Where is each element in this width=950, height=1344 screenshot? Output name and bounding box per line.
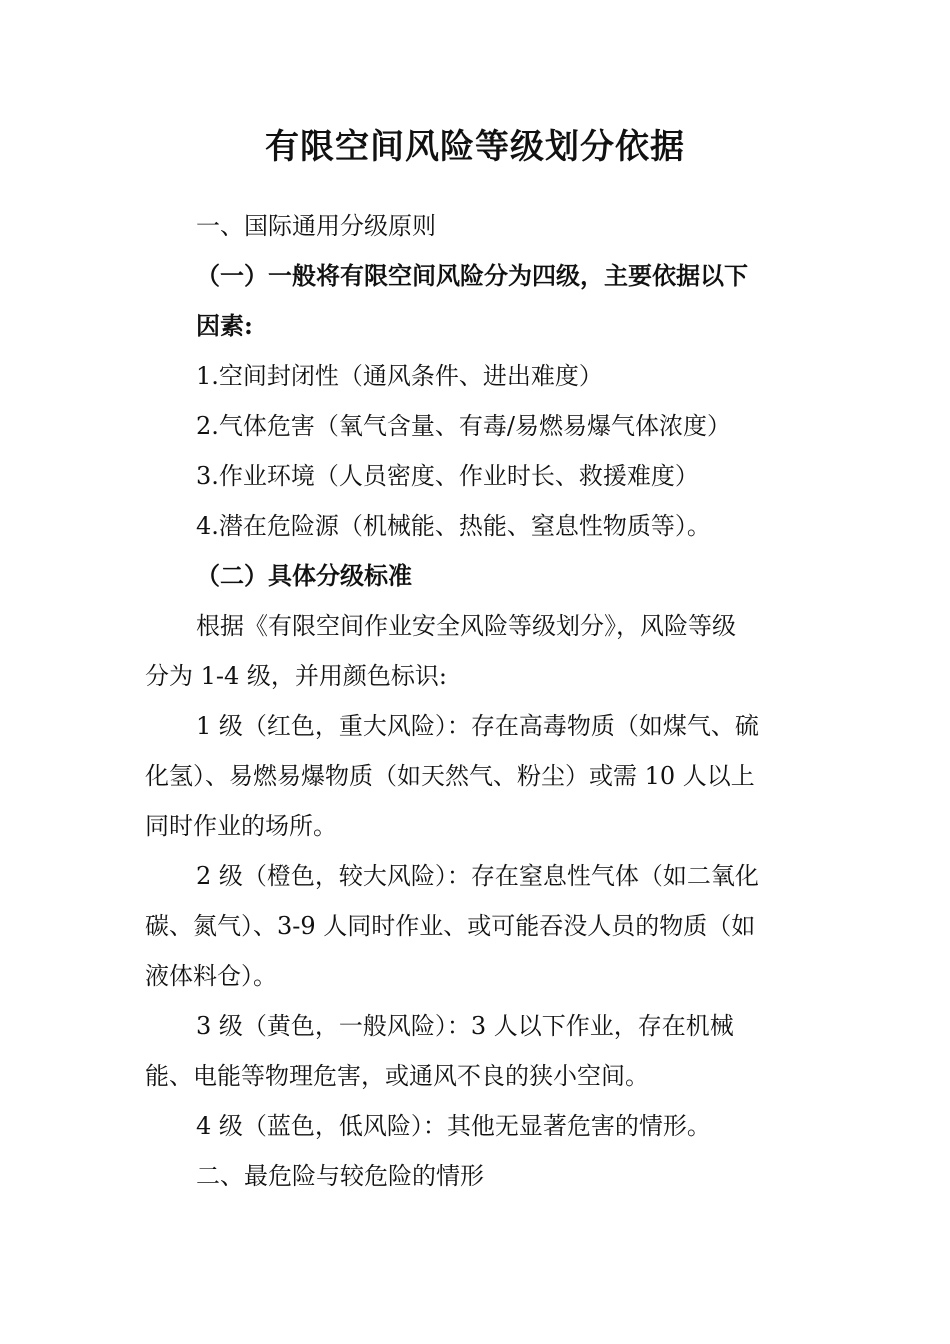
subsection-1-heading-line-2: 因素:: [196, 311, 253, 340]
intro-line-2: 分为 1-4 级，并用颜色标识:: [145, 662, 447, 690]
document-title: 有限空间风险等级划分依据: [265, 127, 685, 167]
level-1-line-2: 化氢）、易燃易爆物质（如天然气、粉尘）或需 10 人以上: [145, 762, 755, 790]
intro-line-1: 根据《有限空间作业安全风险等级划分》，风险等级: [196, 612, 736, 640]
level-2-line-3: 液体料仓）。: [145, 962, 277, 990]
section-1-heading: 一、国际通用分级原则: [196, 212, 436, 240]
subsection-1-heading-line-1: （一）一般将有限空间风险分为四级，主要依据以下: [196, 261, 748, 290]
factor-3: 3.作业环境（人员密度、作业时长、救援难度）: [196, 462, 699, 490]
level-1-line-3: 同时作业的场所。: [145, 812, 337, 840]
level-3-line-1: 3 级（黄色，一般风险）：3 人以下作业，存在机械: [196, 1012, 734, 1040]
factor-1: 1.空间封闭性（通风条件、进出难度）: [196, 362, 603, 390]
section-2-heading: 二、最危险与较危险的情形: [196, 1162, 484, 1190]
level-3-line-2: 能、电能等物理危害，或通风不良的狭小空间。: [145, 1062, 649, 1090]
factor-4: 4.潜在危险源（机械能、热能、窒息性物质等）。: [196, 512, 711, 540]
level-1-line-1: 1 级（红色，重大风险）：存在高毒物质（如煤气、硫: [196, 712, 759, 740]
level-2-line-1: 2 级（橙色，较大风险）：存在窒息性气体（如二氧化: [196, 862, 759, 890]
subsection-2-heading: （二）具体分级标准: [196, 562, 412, 590]
level-4-line-1: 4 级（蓝色，低风险）：其他无显著危害的情形。: [196, 1112, 711, 1140]
factor-2: 2.气体危害（氧气含量、有毒/易燃易爆气体浓度）: [196, 412, 731, 440]
level-2-line-2: 碳、氮气）、3-9 人同时作业、或可能吞没人员的物质（如: [145, 912, 756, 940]
